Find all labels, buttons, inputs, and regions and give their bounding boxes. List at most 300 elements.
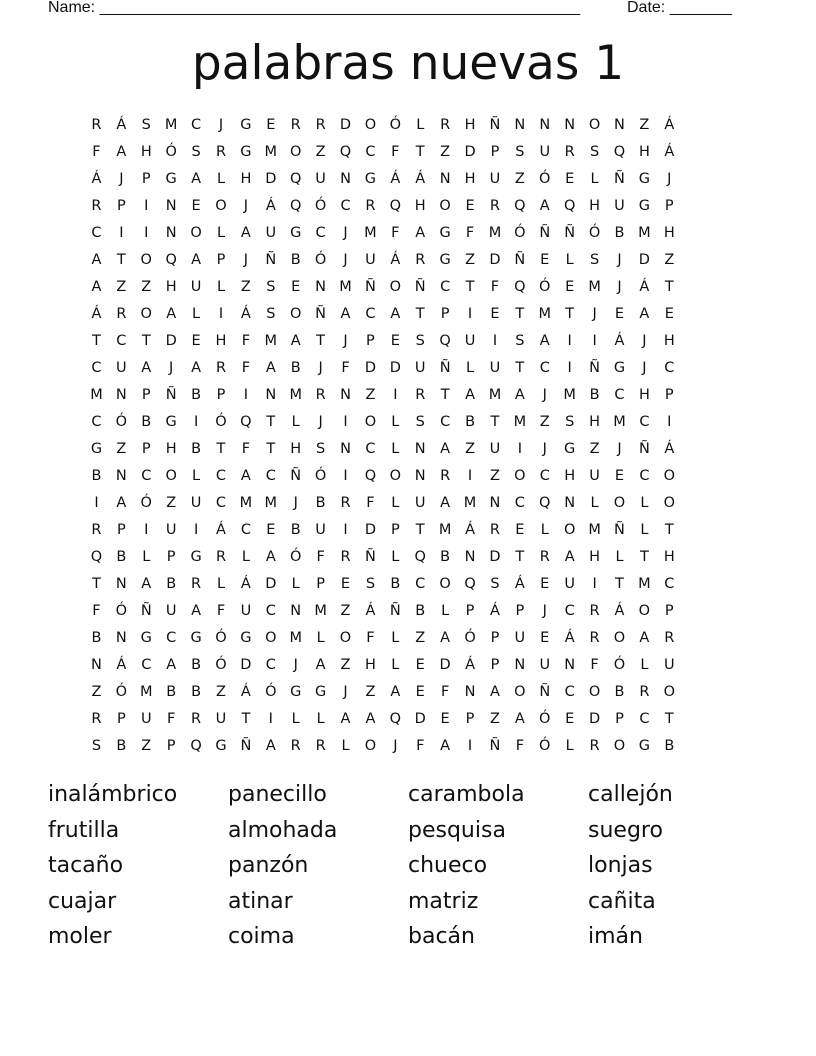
- grid-letter: Z: [539, 414, 550, 430]
- grid-letter: P: [465, 603, 475, 619]
- grid-letter: P: [615, 711, 624, 727]
- grid-letter: H: [663, 549, 675, 565]
- grid-letter: Z: [639, 117, 650, 133]
- grid-letter: D: [265, 576, 277, 592]
- grid-letter: B: [465, 414, 476, 430]
- grid-letter: O: [663, 495, 675, 511]
- grid-letter: N: [464, 684, 476, 700]
- grid-letter: A: [365, 711, 376, 727]
- grid-letter: N: [115, 387, 127, 403]
- grid-letter: A: [639, 630, 650, 646]
- grid-letter: H: [414, 198, 426, 214]
- grid-letter: Q: [439, 333, 451, 349]
- grid-letter: Z: [365, 684, 376, 700]
- grid-letter: C: [365, 144, 376, 160]
- grid-row: [84, 629, 732, 656]
- grid-letter: C: [315, 225, 326, 241]
- grid-letter: T: [241, 711, 251, 727]
- grid-letter: M: [513, 414, 527, 430]
- grid-letter: O: [364, 738, 377, 754]
- grid-letter: S: [589, 252, 600, 268]
- grid-letter: Z: [664, 252, 675, 268]
- grid-letter: R: [91, 522, 102, 538]
- grid-letter: Á: [91, 171, 102, 187]
- grid-letter: E: [565, 171, 575, 187]
- grid-letter: Z: [465, 441, 476, 457]
- grid-letter: L: [565, 252, 574, 268]
- grid-letter: C: [639, 711, 650, 727]
- grid-letter: Z: [166, 495, 177, 511]
- grid-letter: L: [391, 495, 400, 511]
- grid-letter: D: [265, 171, 277, 187]
- grid-letter: Á: [365, 603, 376, 619]
- word-list-item: cañita: [588, 888, 656, 914]
- grid-letter: R: [415, 387, 426, 403]
- grid-letter: P: [141, 387, 151, 403]
- grid-letter: L: [341, 738, 350, 754]
- grid-letter: C: [265, 603, 276, 619]
- grid-letter: A: [539, 333, 550, 349]
- grid-letter: N: [91, 657, 102, 673]
- grid-letter: Ñ: [439, 360, 451, 376]
- grid-letter: D: [439, 657, 451, 673]
- grid-letter: H: [140, 144, 152, 160]
- word-list-item: frutilla: [48, 817, 120, 843]
- grid-letter: L: [316, 630, 325, 646]
- grid-letter: P: [141, 441, 151, 457]
- grid-letter: L: [291, 711, 300, 727]
- grid-letter: J: [119, 171, 124, 187]
- grid-letter: A: [440, 630, 451, 646]
- grid-letter: B: [116, 738, 127, 754]
- grid-letter: L: [291, 576, 300, 592]
- grid-letter: L: [391, 441, 400, 457]
- grid-letter: Á: [664, 144, 675, 160]
- grid-letter: P: [141, 171, 151, 187]
- grid-letter: U: [464, 333, 476, 349]
- grid-letter: Z: [489, 468, 500, 484]
- grid-letter: C: [365, 306, 376, 322]
- grid-letter: M: [264, 333, 278, 349]
- grid-letter: C: [440, 414, 451, 430]
- grid-letter: Z: [340, 603, 351, 619]
- grid-letter: Ó: [215, 657, 227, 673]
- grid-letter: F: [216, 603, 226, 619]
- grid-letter: Q: [389, 198, 402, 214]
- grid-letter: F: [167, 711, 176, 727]
- grid-letter: G: [439, 225, 451, 241]
- grid-letter: J: [218, 117, 224, 133]
- grid-letter: B: [290, 360, 301, 376]
- grid-letter: M: [488, 225, 502, 241]
- grid-letter: C: [91, 360, 102, 376]
- grid-letter: H: [589, 414, 601, 430]
- grid-letter: M: [164, 117, 178, 133]
- grid-letter: C: [166, 630, 177, 646]
- grid-letter: B: [191, 657, 202, 673]
- grid-letter: A: [290, 333, 301, 349]
- grid-letter: R: [91, 711, 102, 727]
- grid-letter: F: [416, 738, 425, 754]
- grid-letter: S: [515, 333, 525, 349]
- grid-letter: R: [589, 603, 600, 619]
- grid-letter: O: [190, 225, 202, 241]
- grid-letter: O: [140, 306, 152, 322]
- grid-letter: L: [241, 549, 250, 565]
- grid-letter: C: [265, 657, 276, 673]
- grid-letter: D: [389, 360, 401, 376]
- grid-letter: J: [393, 738, 398, 754]
- grid-letter: I: [193, 414, 199, 430]
- grid-letter: D: [489, 252, 501, 268]
- grid-letter: S: [589, 144, 600, 160]
- grid-row: [84, 737, 732, 764]
- grid-letter: N: [340, 171, 351, 187]
- grid-letter: U: [489, 171, 501, 187]
- grid-letter: P: [166, 549, 176, 565]
- grid-letter: H: [663, 333, 675, 349]
- grid-row: [84, 143, 732, 170]
- grid-letter: O: [613, 630, 626, 646]
- grid-letter: N: [340, 387, 351, 403]
- grid-letter: E: [664, 306, 674, 322]
- grid-letter: B: [440, 549, 451, 565]
- grid-letter: F: [341, 360, 350, 376]
- word-list-item: imán: [588, 924, 643, 949]
- grid-letter: Ó: [314, 198, 327, 214]
- grid-letter: F: [590, 657, 599, 673]
- grid-letter: J: [617, 279, 622, 295]
- grid-letter: L: [565, 738, 574, 754]
- grid-letter: Ó: [289, 549, 302, 565]
- grid-letter: N: [514, 657, 526, 673]
- grid-letter: Á: [465, 522, 475, 538]
- grid-letter: A: [340, 306, 351, 322]
- grid-letter: N: [115, 468, 127, 484]
- grid-letter: B: [91, 468, 102, 484]
- grid-letter: Ó: [115, 414, 128, 430]
- grid-letter: Ñ: [614, 171, 625, 187]
- grid-letter: Q: [514, 198, 526, 214]
- grid-letter: P: [390, 522, 400, 538]
- grid-letter: P: [116, 198, 126, 214]
- grid-letter: R: [91, 198, 102, 214]
- grid-row: [84, 305, 732, 332]
- grid-letter: O: [215, 198, 227, 214]
- grid-letter: A: [415, 225, 426, 241]
- word-list-item: matriz: [408, 888, 479, 914]
- grid-row: [84, 521, 732, 548]
- grid-letter: O: [563, 522, 576, 538]
- grid-letter: N: [564, 117, 576, 133]
- grid-letter: T: [316, 333, 326, 349]
- grid-letter: N: [340, 441, 351, 457]
- grid-letter: N: [165, 225, 177, 241]
- grid-letter: Ó: [539, 711, 551, 727]
- grid-letter: J: [169, 360, 174, 376]
- grid-letter: D: [165, 333, 177, 349]
- grid-letter: P: [465, 711, 475, 727]
- grid-letter: T: [92, 576, 101, 592]
- grid-letter: Z: [514, 171, 525, 187]
- grid-letter: G: [290, 684, 302, 700]
- grid-letter: B: [166, 684, 177, 700]
- grid-letter: O: [165, 468, 177, 484]
- grid-letter: D: [588, 711, 601, 727]
- grid-letter: L: [216, 225, 226, 241]
- grid-letter: A: [141, 576, 152, 592]
- grid-letter: N: [439, 171, 451, 187]
- grid-letter: U: [140, 711, 152, 727]
- grid-letter: Ñ: [539, 225, 551, 241]
- grid-row: [84, 602, 732, 629]
- grid-letter: R: [340, 495, 351, 511]
- grid-letter: G: [240, 630, 252, 646]
- grid-letter: Ó: [265, 684, 277, 700]
- grid-letter: J: [343, 333, 348, 349]
- grid-letter: O: [439, 576, 451, 592]
- grid-letter: L: [640, 522, 649, 538]
- grid-letter: B: [664, 738, 675, 754]
- grid-letter: O: [140, 252, 152, 268]
- grid-letter: U: [190, 279, 202, 295]
- grid-letter: T: [415, 144, 425, 160]
- grid-letter: H: [165, 441, 177, 457]
- grid-letter: H: [564, 468, 576, 484]
- grid-letter: D: [364, 360, 376, 376]
- grid-letter: A: [91, 252, 102, 268]
- grid-letter: P: [490, 630, 500, 646]
- grid-letter: Q: [389, 711, 402, 727]
- grid-letter: L: [391, 549, 400, 565]
- grid-letter: M: [289, 630, 302, 646]
- grid-row: [84, 440, 732, 467]
- grid-letter: R: [664, 630, 675, 646]
- grid-letter: B: [116, 549, 127, 565]
- grid-letter: A: [390, 684, 401, 700]
- grid-letter: L: [391, 414, 400, 430]
- grid-letter: B: [589, 387, 600, 403]
- word-list-item: coima: [228, 924, 295, 949]
- grid-letter: H: [364, 657, 376, 673]
- grid-letter: G: [613, 360, 626, 376]
- grid-letter: I: [492, 333, 498, 349]
- grid-letter: A: [116, 495, 127, 511]
- grid-letter: B: [191, 387, 202, 403]
- grid-letter: L: [590, 495, 599, 511]
- grid-letter: B: [91, 630, 102, 646]
- grid-letter: R: [290, 117, 301, 133]
- grid-letter: I: [467, 306, 473, 322]
- grid-letter: L: [216, 171, 226, 187]
- grid-letter: Á: [91, 306, 102, 322]
- grid-letter: D: [339, 117, 352, 133]
- grid-letter: B: [290, 252, 301, 268]
- grid-letter: Ñ: [140, 603, 152, 619]
- grid-letter: F: [440, 684, 450, 700]
- grid-letter: Q: [339, 144, 352, 160]
- grid-row: [84, 116, 732, 143]
- grid-letter: C: [116, 333, 127, 349]
- grid-letter: C: [265, 468, 276, 484]
- date-field-label: Date: _______: [627, 0, 732, 16]
- grid-letter: M: [438, 522, 452, 538]
- grid-letter: I: [144, 522, 149, 538]
- grid-letter: F: [391, 144, 400, 160]
- grid-letter: I: [467, 738, 473, 754]
- grid-letter: L: [216, 576, 226, 592]
- grid-letter: F: [515, 738, 525, 754]
- grid-letter: P: [664, 603, 674, 619]
- grid-letter: N: [414, 441, 426, 457]
- grid-letter: Q: [514, 279, 526, 295]
- grid-letter: U: [614, 198, 625, 214]
- grid-letter: J: [343, 225, 348, 241]
- grid-letter: N: [290, 603, 302, 619]
- word-search-grid: [84, 116, 732, 764]
- grid-letter: Q: [364, 468, 377, 484]
- grid-letter: B: [315, 495, 326, 511]
- grid-letter: Ñ: [240, 738, 252, 754]
- grid-letter: I: [592, 333, 597, 349]
- grid-row: [84, 683, 732, 710]
- grid-letter: Z: [365, 387, 376, 403]
- grid-letter: P: [440, 306, 450, 322]
- grid-letter: T: [92, 333, 101, 349]
- grid-letter: R: [215, 549, 227, 565]
- grid-letter: G: [190, 549, 202, 565]
- grid-letter: N: [614, 117, 625, 133]
- grid-letter: R: [564, 144, 575, 160]
- grid-letter: Ó: [539, 171, 551, 187]
- grid-letter: Q: [414, 549, 426, 565]
- grid-letter: R: [440, 117, 451, 133]
- grid-letter: S: [490, 576, 500, 592]
- grid-letter: J: [293, 495, 298, 511]
- grid-letter: J: [343, 684, 348, 700]
- grid-row: [84, 494, 732, 521]
- grid-letter: D: [240, 657, 252, 673]
- grid-letter: T: [490, 414, 500, 430]
- grid-letter: A: [191, 252, 202, 268]
- grid-letter: I: [567, 333, 572, 349]
- grid-letter: A: [514, 711, 525, 727]
- grid-letter: A: [390, 306, 401, 322]
- grid-letter: U: [240, 603, 252, 619]
- grid-letter: E: [614, 468, 625, 484]
- grid-letter: Á: [614, 333, 625, 349]
- grid-row: [84, 332, 732, 359]
- grid-letter: E: [291, 279, 301, 295]
- grid-letter: E: [340, 576, 351, 592]
- grid-letter: E: [614, 306, 625, 322]
- grid-letter: Ó: [613, 657, 626, 673]
- word-list-item: suegro: [588, 817, 663, 843]
- grid-letter: P: [216, 252, 226, 268]
- word-list-item: callejón: [588, 782, 673, 807]
- grid-letter: E: [191, 198, 201, 214]
- grid-letter: C: [91, 225, 102, 241]
- grid-letter: Ó: [389, 117, 402, 133]
- grid-letter: B: [415, 603, 426, 619]
- grid-letter: R: [215, 360, 227, 376]
- grid-row: [84, 278, 732, 305]
- grid-letter: Z: [315, 144, 326, 160]
- grid-letter: M: [289, 387, 302, 403]
- grid-letter: Á: [639, 279, 650, 295]
- grid-letter: P: [116, 711, 126, 727]
- grid-letter: G: [165, 171, 177, 187]
- grid-letter: H: [464, 117, 476, 133]
- grid-letter: O: [439, 198, 451, 214]
- grid-letter: M: [463, 495, 477, 511]
- grid-letter: E: [415, 684, 425, 700]
- grid-letter: N: [564, 657, 576, 673]
- grid-letter: N: [115, 630, 127, 646]
- grid-letter: N: [265, 387, 277, 403]
- grid-letter: B: [166, 576, 177, 592]
- grid-letter: L: [316, 711, 325, 727]
- grid-letter: J: [318, 414, 323, 430]
- grid-letter: J: [542, 387, 547, 403]
- grid-letter: C: [664, 360, 675, 376]
- grid-letter: R: [440, 468, 451, 484]
- word-list-item: bacán: [408, 924, 475, 949]
- grid-letter: I: [343, 414, 348, 430]
- word-list-item: carambola: [408, 782, 525, 807]
- grid-letter: T: [116, 252, 126, 268]
- grid-letter: J: [642, 333, 647, 349]
- grid-row: [84, 656, 732, 683]
- grid-letter: T: [515, 306, 525, 322]
- grid-letter: Ñ: [389, 603, 401, 619]
- grid-letter: I: [119, 225, 124, 241]
- grid-letter: A: [265, 549, 276, 565]
- grid-letter: O: [289, 144, 302, 160]
- grid-letter: R: [215, 144, 227, 160]
- grid-letter: I: [343, 522, 348, 538]
- grid-letter: M: [588, 522, 601, 538]
- grid-letter: G: [638, 171, 651, 187]
- grid-letter: U: [116, 360, 127, 376]
- word-list-item: panecillo: [228, 782, 327, 807]
- grid-letter: F: [366, 630, 375, 646]
- grid-letter: Q: [464, 576, 476, 592]
- grid-letter: F: [92, 144, 101, 160]
- grid-letter: R: [91, 117, 102, 133]
- grid-letter: J: [243, 198, 249, 214]
- grid-letter: Á: [664, 117, 675, 133]
- grid-letter: Ó: [588, 225, 601, 241]
- grid-letter: U: [564, 576, 575, 592]
- grid-letter: Z: [141, 738, 152, 754]
- grid-letter: G: [364, 171, 377, 187]
- grid-row: [84, 710, 732, 737]
- grid-letter: A: [116, 144, 127, 160]
- grid-letter: L: [192, 468, 201, 484]
- grid-letter: C: [415, 576, 426, 592]
- grid-letter: Ñ: [265, 252, 277, 268]
- grid-letter: F: [465, 225, 475, 241]
- grid-letter: A: [315, 657, 326, 673]
- grid-letter: Q: [90, 549, 103, 565]
- grid-letter: U: [539, 657, 551, 673]
- grid-letter: Z: [440, 144, 451, 160]
- grid-letter: G: [140, 630, 152, 646]
- grid-letter: M: [563, 387, 576, 403]
- grid-letter: U: [414, 495, 426, 511]
- grid-letter: C: [614, 387, 625, 403]
